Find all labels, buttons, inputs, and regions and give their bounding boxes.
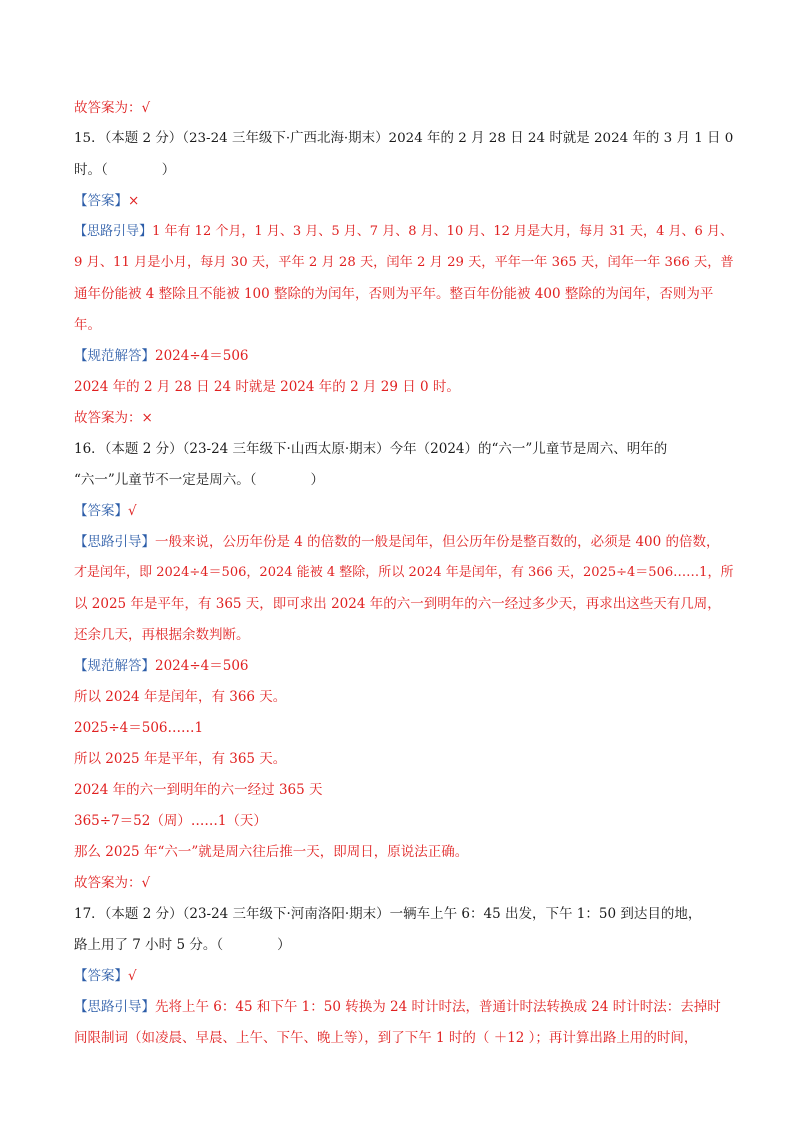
question-15: [74, 129, 734, 428]
q15-conclusion: 故答案为：×: [74, 410, 153, 426]
q16-hint-line4: 还余几天，再根据余数判断。: [74, 627, 250, 643]
q16-hint-line1: [74, 532, 734, 552]
q15-solution-line1: [74, 346, 734, 366]
answer-label: 【答案】: [74, 193, 128, 209]
q15-hint-line1: [74, 222, 734, 242]
q15-stem-line2: 时。（ ）: [74, 162, 176, 178]
q16-stem-line1: 16．（本题 2 分）（23-24 三年级下·山西太原·期末）今年（2024）的“六一”儿童节是周六、明年的: [74, 441, 668, 457]
q15-hint-line4: 年。: [74, 317, 101, 333]
q17-hint-line2: 间限制词（如凌晨、早晨、上午、下午、晚上等），到了下午 1 时的（ ＋12 ）；再计算出路上用的时间，: [74, 1030, 698, 1046]
question-16: [74, 439, 734, 893]
answer-value: ×: [128, 193, 140, 209]
answer-value: √: [128, 968, 137, 984]
q15-solution-line2: 2024 年的 2 月 28 日 24 时就是 2024 年的 2 月 29 日 0 时。: [74, 379, 460, 395]
q16-hint-line3: 以 2025 年是平年，有 365 天，即可求出 2024 年的六一到明年的六一经过多少天，再求出这些天有几周，: [74, 596, 721, 612]
q16-conclusion: 故答案为：√: [74, 875, 151, 891]
hint-text: 1 年有 12 个月，1 月、3 月、5 月、7 月、8 月、10 月、12 月是大月，每月 31 天，4 月、6 月、: [152, 224, 733, 239]
q16-stem-line2: “六一”儿童节不一定是周六。（ ）: [74, 472, 325, 488]
q17-stem-line1: 17．（本题 2 分）（23-24 三年级下·河南洛阳·期末）一辆车上午 6：45 出发，下午 1：50 到达目的地，: [74, 906, 702, 922]
q17-hint-line1: [74, 997, 734, 1017]
q16-solution-line7: 那么 2025 年“六一”就是周六往后推一天，即周日，原说法正确。: [74, 844, 469, 860]
hint-label: 【思路引导】: [74, 999, 155, 1015]
q17-stem-line2: 路上用了 7 小时 5 分。（ ）: [74, 937, 291, 953]
q16-hint-line2: 才是闰年，即 2024÷4＝506，2024 能被 4 整除，所以 2024 年是闰年，有 366 天，2025÷4＝506……1，所: [74, 565, 734, 580]
q16-answer: [74, 501, 734, 521]
document-content: [74, 98, 734, 1048]
q16-solution-line6: 365÷7＝52（周）……1（天）: [74, 813, 267, 829]
hint-text: 一般来说，公历年份是 4 的倍数的一般是闰年，但公历年份是整百数的，必须是 400 的倍数，: [155, 534, 720, 550]
q15-hint-line2: 9 月、11 月是小月，每月 30 天，平年 2 月 28 天，闰年 2 月 29 天，平年一年 365 天，闰年一年 366 天，普: [74, 255, 734, 270]
hint-text: 先将上午 6：45 和下午 1：50 转换为 24 时计时法，普通计时法转换成 24 时计时法：去掉时: [155, 999, 721, 1015]
q16-solution-line4: 所以 2025 年是平年，有 365 天。: [74, 751, 287, 767]
question-17: [74, 904, 734, 1048]
solution-text: 2024÷4＝506: [155, 348, 249, 364]
q15-answer: [74, 191, 734, 211]
solution-text: 2024÷4＝506: [155, 658, 249, 674]
q16-solution-line5: 2024 年的六一到明年的六一经过 365 天: [74, 782, 323, 798]
q15-hint-line3: 通年份能被 4 整除且不能被 100 整除的为闰年，否则为平年。整百年份能被 400 整除的为闰年，否则为平: [74, 286, 714, 302]
answer-value: √: [128, 503, 137, 519]
answer-label: 【答案】: [74, 968, 128, 984]
hint-label: 【思路引导】: [74, 224, 153, 239]
q14-conclusion: 故答案为：√: [74, 100, 151, 116]
solution-label: 【规范解答】: [74, 348, 155, 364]
q16-solution-line3: 2025÷4＝506……1: [74, 720, 204, 736]
q17-answer: [74, 966, 734, 986]
q16-solution-line1: [74, 656, 734, 676]
q15-stem-line1: 15．（本题 2 分）（23-24 三年级下·广西北海·期末）2024 年的 2 月 28 日 24 时就是 2024 年的 3 月 1 日 0: [74, 131, 734, 146]
answer-label: 【答案】: [74, 503, 128, 519]
solution-label: 【规范解答】: [74, 658, 155, 674]
hint-label: 【思路引导】: [74, 534, 155, 550]
q16-solution-line2: 所以 2024 年是闰年，有 366 天。: [74, 689, 287, 705]
